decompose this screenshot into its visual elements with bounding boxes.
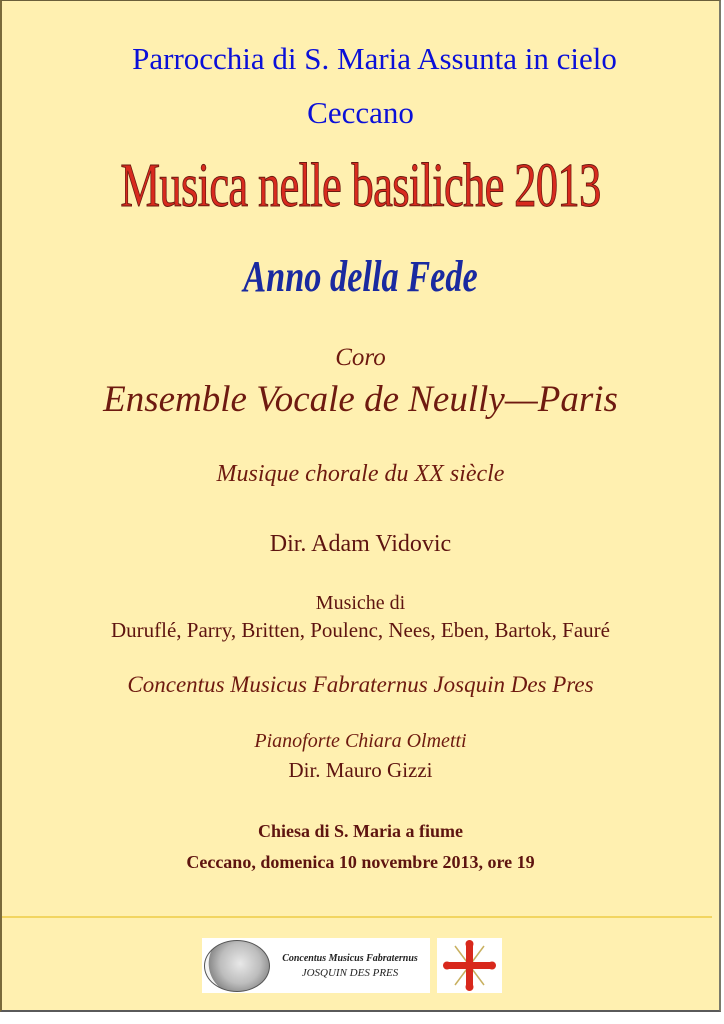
music-by-label: Musiche di <box>315 592 406 614</box>
portrait-icon <box>204 940 270 992</box>
event-title: Musica nelle basiliche 2013 <box>120 152 601 220</box>
footer-divider <box>2 916 712 918</box>
logo-name-text: JOSQUIN DES PRES <box>301 966 399 979</box>
second-ensemble: Concentus Musicus Fabraternus Josquin Des Pres <box>127 672 594 697</box>
director-2: Dir. Mauro Gizzi <box>288 758 433 782</box>
cross-emblem-icon <box>437 938 502 993</box>
town-heading: Ceccano <box>307 95 414 130</box>
ensemble-name: Ensemble Vocale de Neully—Paris <box>103 379 618 420</box>
event-subtitle: Anno della Fede <box>243 252 478 301</box>
choir-label: Coro <box>335 344 386 371</box>
josquin-logo-banner <box>202 938 430 993</box>
parish-heading: Parrocchia di S. Maria Assunta in cielo <box>132 41 617 76</box>
program-description: Musique chorale du XX siècle <box>216 461 505 487</box>
composers-list: Duruflé, Parry, Britten, Poulenc, Nees, Eben, Bartok, Fauré <box>110 618 610 642</box>
cross-emblem <box>437 938 502 993</box>
director-1: Dir. Adam Vidovic <box>269 531 452 557</box>
logo-text <box>270 953 430 979</box>
venue: Chiesa di S. Maria a fiume <box>258 821 463 841</box>
logo-script-text: Concentus Musicus Fabraternus <box>282 952 418 964</box>
pianist: Pianoforte Chiara Olmetti <box>254 730 467 752</box>
event-datetime: Ceccano, domenica 10 novembre 2013, ore 19 <box>186 852 535 872</box>
